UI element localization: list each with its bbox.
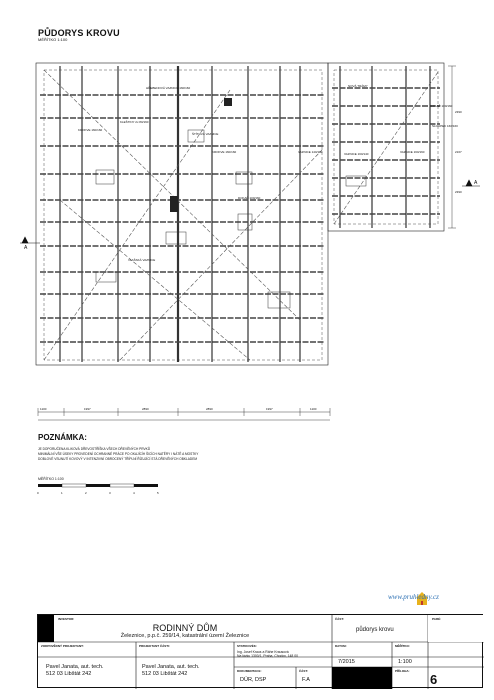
date-label: DATUM: [335, 644, 347, 648]
chief-designer-label: ZODPOVĚDNÝ PROJEKTANT: [41, 644, 84, 648]
note-heading: POZNÁMKA: [38, 433, 87, 442]
callout-label: SLOUPEK 160/160 [432, 124, 458, 128]
dimension-label: 1100 [310, 407, 317, 411]
chimney-symbol [224, 98, 232, 106]
callout-label: VLAŠSKÁ VAZNICE [128, 258, 156, 262]
scale-tick: 5 [157, 491, 159, 495]
note-line: MINIMÁLNÍ VŠE ÚSEKY PROVEDENÍ OCHRANNÉ PRÁCE PO OKAJÍCÍH ŠICÍCH NATĚRY I NÁTĚ A MOSTKY [38, 452, 199, 456]
part-label: ČÁST: [335, 617, 344, 621]
dimension-label: 1997 [266, 407, 273, 411]
project-location: Železnice, p.p.č. 259/14, katastrální území Železnice [120, 633, 250, 639]
purlins-horizontal [40, 88, 440, 342]
section-value: F.A [302, 677, 310, 683]
dimension-label: 2167 [455, 150, 462, 154]
hip-lines [44, 70, 438, 360]
part-designer: Pavel Janata, aut. tech. [142, 664, 200, 670]
dimension-label: 2890 [142, 407, 149, 411]
callout-label: DOKAŘ 100/160 [238, 196, 261, 200]
sheet-label: PŘÍLOHA: [395, 669, 410, 673]
project-name: RODINNÝ DŮM [152, 623, 218, 633]
chief-designer: Pavel Janata, aut. tech. [46, 664, 104, 670]
chief-designer-address: 512 03 Libštát 242 [46, 671, 92, 677]
sheet-number: 6 [430, 672, 438, 687]
callout-label: KLEŠTINY 2x 80/160 [120, 120, 149, 124]
callout-label: HŘEBENOVÁ VAZNICE 160/160 [146, 86, 191, 90]
investor-label: INVESTOR: [58, 617, 75, 621]
scale-value: 1:100 [398, 659, 412, 665]
callout-label: KROKVE 160/160 [212, 150, 237, 154]
part-designer-label: PROJEKTANT ČÁSTI: [139, 644, 170, 648]
structural-address: Na lávku 1300/1, Praha, Chodov, 148 00 [237, 654, 299, 658]
scale-tick: 0 [37, 491, 39, 495]
callout-label: DOKAŘ 100/160 [430, 104, 453, 108]
callout-label: VAZNICE 140/160 [298, 150, 323, 154]
brand-text: www.pruhledny.cz [388, 593, 439, 601]
dimension-label: 2890 [206, 407, 213, 411]
scale-tick: 2 [85, 491, 87, 495]
dimension-label: 1100 [40, 407, 47, 411]
date-value: 7/2015 [338, 659, 355, 665]
drawing-title: PŮDORYS KROVU [38, 28, 120, 38]
drawing-scale: MĚŘÍTKO 1:100 [38, 37, 68, 42]
callout-label: ŠTÍTOVÁ VAZNICE [192, 132, 219, 136]
note-line: JE DOPORUČENA KLIKOVÁ DŘEVOSTŘÍŠKA VŠECH DŘEVĚNÝCH PRVKŮ [38, 447, 151, 451]
page-label: PARÉ: [432, 617, 442, 621]
scale-tick: 4 [133, 491, 135, 495]
scale-label: MĚŘÍTKO: [395, 644, 410, 648]
section-label: ČÁST: [299, 669, 308, 673]
documentation-value: DÚR, DSP [240, 677, 267, 683]
dimension-label: 2390 [455, 110, 462, 114]
note-line: DOBLOVÉ VSUNUTÍ KOVOVÝ V INTENZIVNÍ OBROCENÝ TŘÍPLNÍ ŘÍZUJÍCÍ STÁ DŘEVĚNÝCH OBKLADEM [38, 457, 197, 461]
callout-label: VAZNICE 160/140 [344, 152, 369, 156]
part-designer-address: 512 03 Libštát 242 [142, 671, 188, 677]
part-value: půdorys krovu [356, 627, 394, 633]
dimension-label: 1997 [84, 407, 91, 411]
section-marker-right: A [474, 180, 478, 186]
structural-label: STATIKOVÉK: [237, 644, 257, 648]
scale-bar-label: MĚŘÍTKO 1:100 [38, 477, 64, 481]
structural-engineer: Ing. Josef Kraus a Ráhe Krausová [237, 650, 289, 654]
stair-opening-symbol [170, 196, 178, 212]
plan-outline [36, 63, 328, 365]
callout-label: NOVÁ TRÁMY [348, 84, 368, 88]
scale-tick: 3 [109, 491, 111, 495]
documentation-label: DOKUMENTACE: [237, 669, 262, 673]
dimension-label: 2390 [455, 190, 462, 194]
title-block [37, 614, 483, 688]
callout-label: KROKVE 160/160 [78, 128, 103, 132]
section-marker-left: A [24, 245, 28, 251]
scale-bar-graphic [38, 484, 158, 487]
callout-label: VAZNICE 160/160 [400, 150, 425, 154]
scale-tick: 1 [61, 491, 63, 495]
